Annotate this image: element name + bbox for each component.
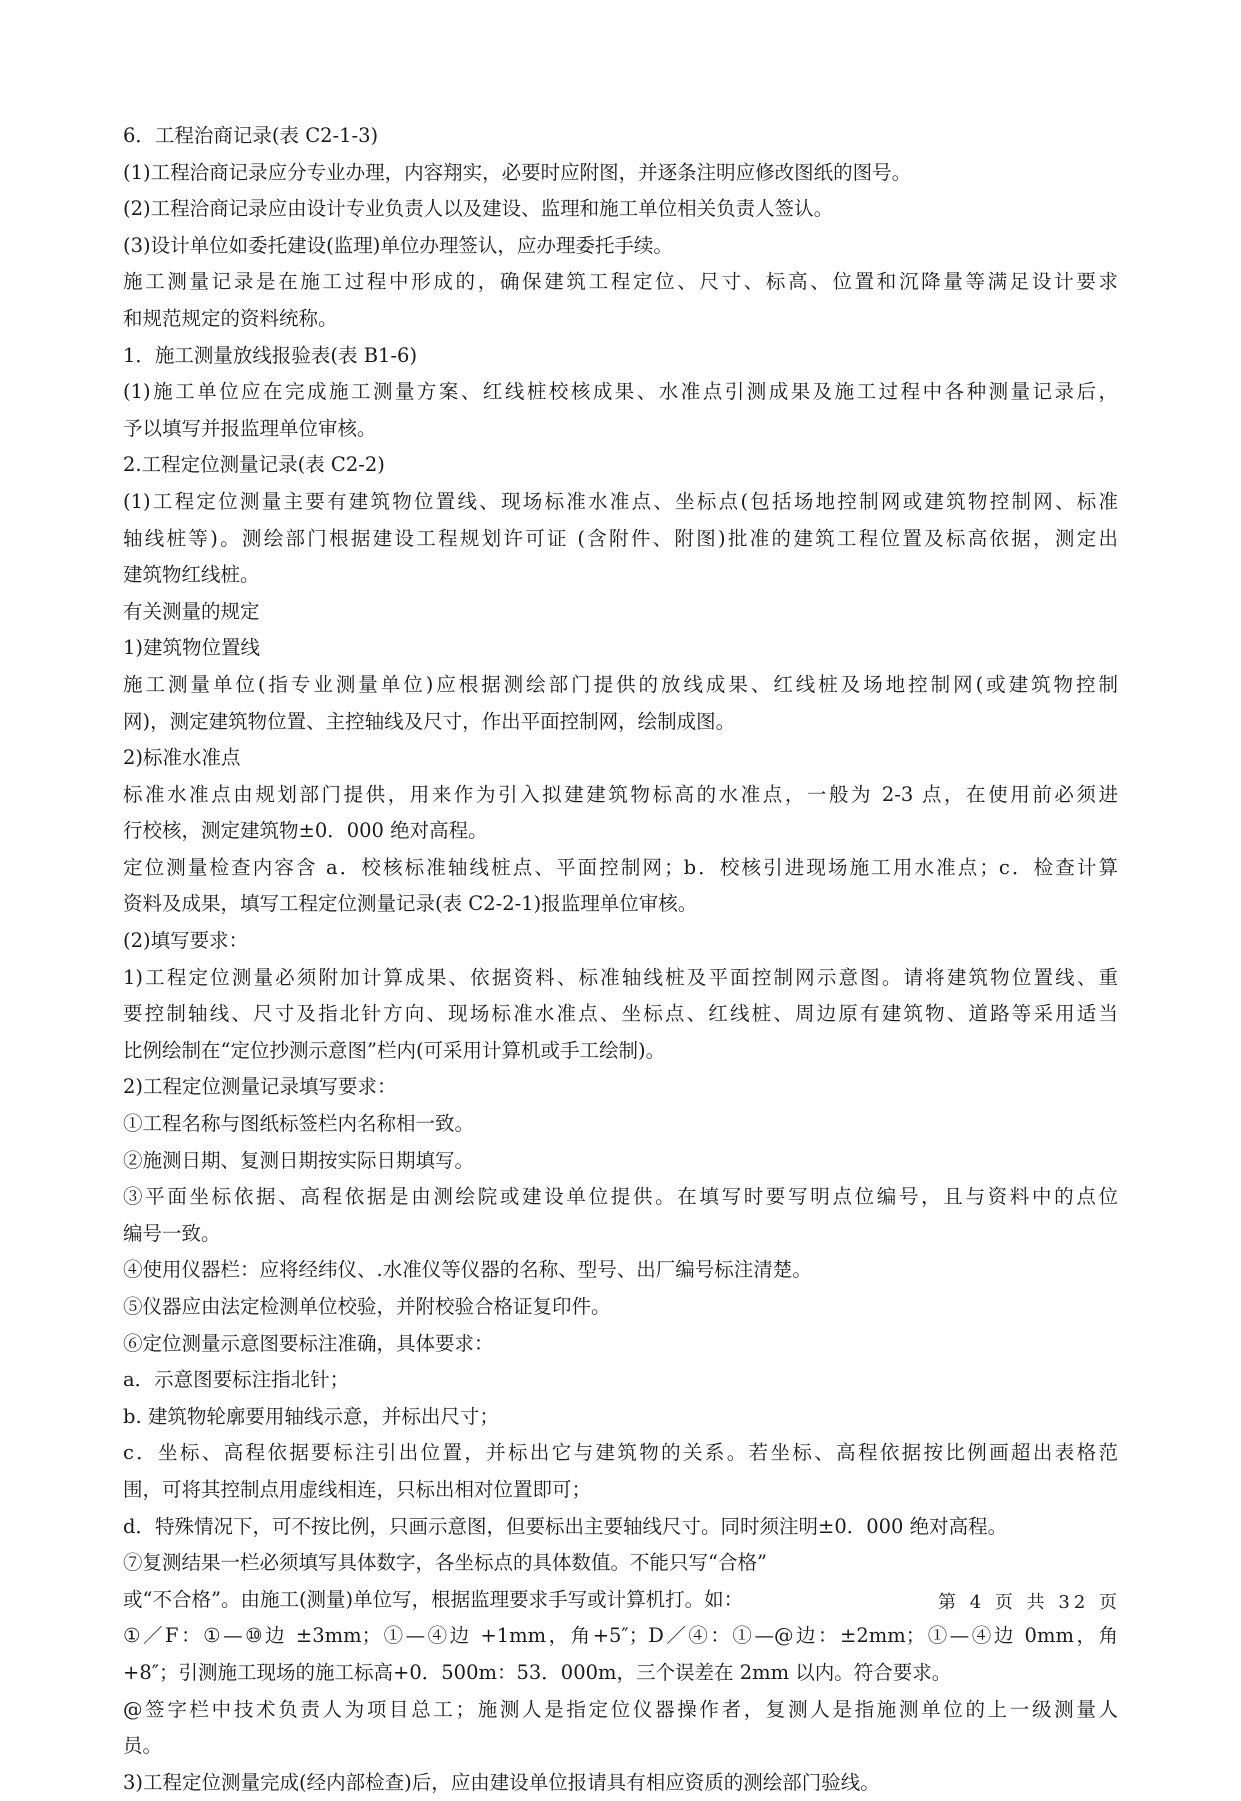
text-line: 施工测量记录是在施工过程中形成的，确保建筑工程定位、尺寸、标高、位置和沉降量等满足设计要求 bbox=[123, 270, 1118, 294]
text-line: 予以填写并报监理单位审核。 bbox=[123, 416, 377, 440]
text-line: 6．工程治商记录(表 C2-1-3) bbox=[123, 124, 379, 147]
document-body bbox=[123, 118, 1118, 1801]
text-line: 轴线桩等)。测绘部门根据建设工程规划许可证 (含附件、附图)批准的建筑工程位置及标高依据，测定出 bbox=[123, 526, 1118, 550]
text-line: ④使用仪器栏：应将经纬仪、.水准仪等仪器的名称、型号、出厂编号标注清楚。 bbox=[123, 1258, 812, 1282]
text-line: (1)工程定位测量主要有建筑物位置线、现场标准水准点、坐标点(包括场地控制网或建筑物控制网、标准 bbox=[123, 489, 1118, 513]
text-line: 要控制轴线、尺寸及指北针方向、现场标准水准点、坐标点、红线桩、周边原有建筑物、道路等采用适当 bbox=[123, 1002, 1118, 1026]
text-line: d．特殊情况下，可不按比例，只画示意图，但要标出主要轴线尺寸。同时须注明±0．000 绝对高程。 bbox=[123, 1514, 1008, 1538]
text-line: ①／F：①—⑩边 ±3mm；①—④边 +1mm，角+5″；D／④：①—@边：±2mm；①—④边 0mm，角 bbox=[123, 1624, 1118, 1648]
text-line: ②施测日期、复测日期按实际日期填写。 bbox=[123, 1148, 475, 1172]
text-line: (1)施工单位应在完成施工测量方案、红线桩校核成果、水准点引测成果及施工过程中各种测量记录后， bbox=[123, 380, 1118, 404]
text-line: 员。 bbox=[123, 1734, 163, 1758]
text-line: (1)工程洽商记录应分专业办理，内容翔实，必要时应附图，并逐条注明应修改图纸的图号。 bbox=[123, 160, 912, 184]
text-line: 有关测量的规定 bbox=[123, 599, 260, 623]
text-line: 3)工程定位测量完成(经内部检查)后，应由建设单位报请具有相应资质的测绘部门验线。 bbox=[123, 1770, 880, 1794]
text-line: 或“不合格”。由施工(测量)单位写，根据监理要求手写或计算机打。如： bbox=[123, 1587, 744, 1611]
text-line: 1．施工测量放线报验表(表 B1-6) bbox=[123, 343, 418, 367]
text-line: ⑤仪器应由法定检测单位校验，并附校验合格证复印件。 bbox=[123, 1295, 611, 1318]
text-line: 定位测量检查内容含 a．校核标准轴线桩点、平面控制网；b．校核引进现场施工用水准点；c．检查计算 bbox=[123, 855, 1118, 879]
text-line: 编号一致。 bbox=[123, 1221, 221, 1245]
text-line: 1)工程定位测量必须附加计算成果、依据资料、标准轴线桩及平面控制网示意图。请将建筑物位置线、重 bbox=[123, 965, 1118, 989]
text-line: 资料及成果，填写工程定位测量记录(表 C2-2-1)报监理单位审核。 bbox=[123, 892, 698, 916]
text-line: ⑥定位测量示意图要标注准确，具体要求： bbox=[123, 1331, 494, 1355]
text-line: 2)标准水准点 bbox=[123, 746, 241, 770]
text-line: 围，可将其控制点用虚线相连，只标出相对位置即可； bbox=[123, 1477, 592, 1501]
text-line: b. 建筑物轮廓要用轴线示意，并标出尺寸； bbox=[123, 1404, 499, 1428]
text-line: 施工测量单位(指专业测量单位)应根据测绘部门提供的放线成果、红线桩及场地控制网(或建筑物控制 bbox=[123, 672, 1118, 696]
text-line: 和规范规定的资料统称。 bbox=[123, 306, 338, 330]
text-line: (3)设计单位如委托建设(监理)单位办理签认，应办理委托手续。 bbox=[123, 233, 673, 257]
text-line: 行校核，测定建筑物±0．000 绝对高程。 bbox=[123, 819, 488, 843]
text-line: ⑦复测结果一栏必须填写具体数字，各坐标点的具体数值。不能只写“合格” bbox=[123, 1551, 767, 1575]
text-line: 2.工程定位测量记录(表 C2-2) bbox=[123, 453, 385, 477]
text-line: 网)，测定建筑物位置、主控轴线及尺寸，作出平面控制网，绘制成图。 bbox=[123, 709, 736, 733]
text-line: a．示意图要标注指北针； bbox=[123, 1368, 350, 1392]
text-line: (2)工程洽商记录应由设计专业负责人以及建设、监理和施工单位相关负责人签认。 bbox=[123, 197, 834, 221]
page-number: 第 4 页 共 32 页 bbox=[938, 1592, 1121, 1613]
text-line: ③平面坐标依据、高程依据是由测绘院或建设单位提供。在填写时要写明点位编号，且与资料中的点位 bbox=[123, 1185, 1118, 1209]
text-line: +8″；引测施工现场的施工标高+0．500m：53．000m，三个误差在 2mm 以内。符合要求。 bbox=[123, 1660, 952, 1684]
text-line: 比例绘制在“定位抄测示意图”栏内(可采用计算机或手工绘制)。 bbox=[123, 1038, 666, 1062]
text-line: c．坐标、高程依据要标注引出位置，并标出它与建筑物的关系。若坐标、高程依据按比例画超出表格范 bbox=[123, 1441, 1118, 1465]
text-line: 建筑物红线桩。 bbox=[123, 563, 260, 587]
text-line: (2)填写要求： bbox=[123, 929, 249, 953]
text-line: @签字栏中技术负责人为项目总工；施测人是指定位仪器操作者，复测人是指施测单位的上一级测量人 bbox=[123, 1697, 1118, 1721]
text-line: 1)建筑物位置线 bbox=[123, 636, 261, 660]
text-line: 2)工程定位测量记录填写要求： bbox=[123, 1075, 397, 1099]
text-line: 标准水准点由规划部门提供，用来作为引入拟建建筑物标高的水准点，一般为 2-3 点，在使用前必须进 bbox=[123, 782, 1118, 806]
text-line: ①工程名称与图纸标签栏内名称相一致。 bbox=[123, 1112, 475, 1136]
